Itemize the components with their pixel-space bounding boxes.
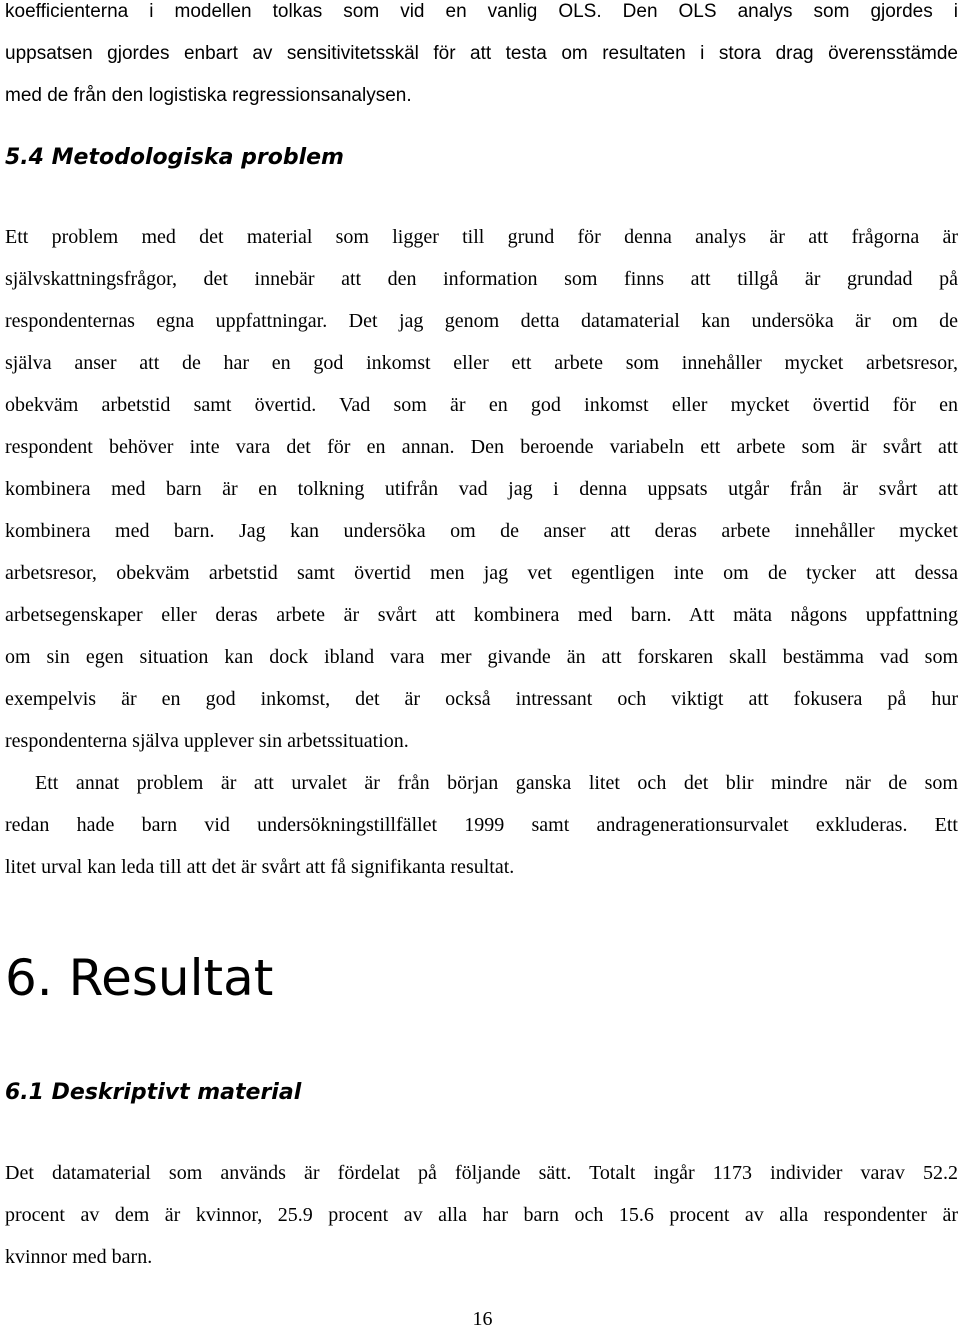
paragraph-line: exempelvis är en god inkomst, det är också intressant och viktigt att fokusera på hur [5,688,958,710]
paragraph-line: procent av dem är kvinnor, 25.9 procent av alla har barn och 15.6 procent av alla respondenter är [5,1204,958,1226]
descriptive-paragraph [5,1152,958,1278]
paragraph-line: Ett problem med det material som ligger till grund för denna analys är att frågorna är [5,226,958,248]
document-page [5,0,960,1331]
section-heading-5-4: 5.4 Metodologiska problem [5,145,344,170]
page-number: 16 [472,1308,493,1330]
paragraph-line: redan hade barn vid undersökningstillfället 1999 samt andragenerationsurvalet exkluderas. Ett [5,814,958,836]
chapter-heading-6: 6. Resultat [5,949,274,1007]
paragraph-line: Det datamaterial som används är fördelat på följande sätt. Totalt ingår 1173 individer varav 52.2 [5,1162,958,1184]
methodology-paragraph-1 [5,216,958,762]
paragraph-line: om sin egen situation kan dock ibland vara mer givande än att forskaren skall bestämma vad som [5,646,958,668]
section-heading-6-1: 6.1 Deskriptivt material [5,1080,302,1105]
intro-line: med de från den logistiska regressionsanalysen. [5,85,412,106]
intro-paragraph [5,0,958,117]
paragraph-line: respondenternas egna uppfattningar. Det jag genom detta datamaterial kan undersöka är om de [5,310,958,332]
paragraph-line: obekväm arbetstid samt övertid. Vad som är en god inkomst eller mycket övertid för en [5,394,958,416]
paragraph-line: kombinera med barn är en tolkning utifrån vad jag i denna uppsats utgår från är svårt att [5,478,958,500]
paragraph-line: kombinera med barn. Jag kan undersöka om de anser att deras arbete innehåller mycket [5,520,958,542]
paragraph-line: respondent behöver inte vara det för en annan. Den beroende variabeln ett arbete som är svårt att [5,436,958,458]
paragraph-line: litet urval kan leda till att det är svårt att få signifikanta resultat. [5,856,515,878]
intro-line: koefficienterna i modellen tolkas som vid en vanlig OLS. Den OLS analys som gjordes i [5,1,958,22]
paragraph-line: arbetsresor, obekväm arbetstid samt övertid men jag vet egentligen inte om de tycker att dessa [5,562,958,584]
methodology-paragraph-2 [5,762,958,888]
paragraph-line: självskattningsfrågor, det innebär att den information som finns att tillgå är grundad på [5,268,958,290]
paragraph-line: själva anser att de har en god inkomst eller ett arbete som innehåller mycket arbetsresor, [5,352,958,374]
paragraph-line: respondenterna själva upplever sin arbetssituation. [5,730,409,752]
paragraph-line: arbetsegenskaper eller deras arbete är svårt att kombinera med barn. Att mäta någons uppfattning [5,604,958,626]
intro-line: uppsatsen gjordes enbart av sensitivitetsskäl för att testa om resultaten i stora drag överensstämde [5,43,958,64]
paragraph-line: kvinnor med barn. [5,1246,153,1268]
paragraph-line: Ett annat problem är att urvalet är från början ganska litet och det blir mindre när de som [35,772,958,794]
